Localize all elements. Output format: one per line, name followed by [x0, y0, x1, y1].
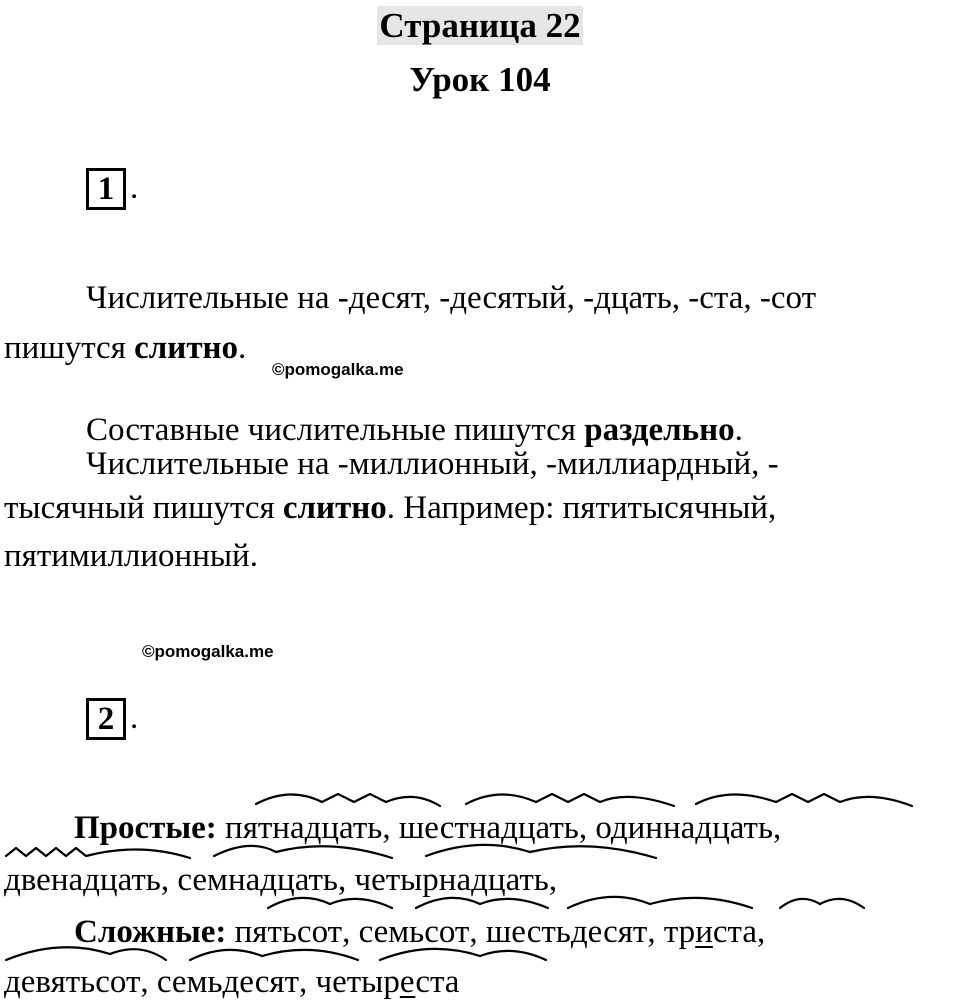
task-1-marker	[86, 168, 139, 210]
bold-term: слитно	[282, 490, 387, 526]
underlined-vowel: е	[399, 964, 416, 1000]
lesson-title: Урок 104	[409, 60, 551, 99]
simple-numerals-line-1: Простые: пятнадцать, шестнадцать, одиннадцать,	[74, 810, 782, 846]
root-arc-desyat	[650, 898, 752, 908]
watermark: ©pomogalka.me	[272, 360, 404, 379]
text: тысячный пишутся	[4, 490, 283, 526]
word-semnadtsat: семнадцать	[177, 862, 338, 898]
task-1-dot: .	[130, 170, 139, 206]
word-trista: триста	[663, 914, 757, 950]
word-chetyresta: четыреста	[315, 964, 460, 1000]
word-pyatnadtsat: пятнадцать	[225, 810, 383, 846]
root-arc-tri	[780, 899, 820, 908]
word-semdesyat: семьдесят	[156, 964, 300, 1000]
root-arc-nadtsat-2	[536, 794, 674, 806]
text: пишутся	[4, 330, 135, 366]
root-arc-nadtsat-3	[776, 794, 912, 806]
task-2-dot: .	[130, 700, 139, 736]
text: .	[238, 330, 247, 366]
root-arc-odin	[696, 794, 776, 804]
word-odinnadtsat: одиннадцать	[595, 810, 773, 846]
root-arc-shest	[466, 794, 536, 804]
rule-paragraph-3-line-1: Числительные на -миллионный, -миллиардный, -	[86, 446, 779, 482]
word-shestdesyat: шестьдесят	[485, 914, 648, 950]
word-semsot: семьсот	[358, 914, 470, 950]
root-arc-sot	[330, 899, 392, 908]
task-2-number: 2	[86, 698, 126, 740]
root-arc-shest-2	[568, 897, 650, 908]
text: .	[734, 412, 743, 448]
task-1-number: 1	[86, 168, 126, 210]
root-arc-sta-2	[480, 951, 546, 960]
text: Составные числительные пишутся	[86, 412, 585, 448]
page-title	[0, 6, 960, 46]
complex-numerals-line-2: девятьсот, семьдесят, четыреста	[4, 964, 460, 1000]
root-arc-dve	[6, 848, 190, 858]
rule-paragraph-1-line-1: Числительные на -десят, -десятый, -дцать, -ста, -сот	[86, 280, 817, 316]
rule-paragraph-3-line-2	[4, 488, 776, 528]
bold-term: раздельно	[584, 412, 735, 448]
text: . Например: пятитысячный,	[386, 490, 777, 526]
complex-label: Сложные:	[74, 914, 227, 950]
root-arc-nadtsat	[322, 794, 440, 806]
word-chetyrnadtsat: четырнадцать	[354, 862, 549, 898]
root-arc-sot-2	[480, 899, 548, 908]
task-2-marker	[86, 698, 139, 740]
rule-paragraph-3-line-3: пятимиллионный.	[4, 538, 258, 574]
root-arc-pyat	[256, 794, 322, 804]
root-arc-nadtsat-4	[276, 846, 392, 858]
watermark: ©pomogalka.me	[142, 642, 274, 661]
bold-term: слитно	[134, 330, 239, 366]
word-shestnadtsat: шестнадцать	[398, 810, 579, 846]
rule-paragraph-1-line-2	[4, 328, 246, 368]
root-arc-nadtsat-5	[530, 846, 656, 858]
simple-label: Простые:	[74, 810, 217, 846]
complex-numerals-line-1: Сложные: пятьсот, семьсот, шестьдесят, триста,	[74, 914, 766, 950]
underlined-vowel: и	[695, 914, 713, 950]
word-pyatsot: пятьсот	[234, 914, 343, 950]
simple-numerals-line-2: двенадцать, семнадцать, четырнадцать,	[4, 862, 558, 898]
word-dvenadtsat: двенадцать	[4, 862, 161, 898]
page-number-label: Страница 22	[379, 6, 581, 45]
word-devyatsot: девятьсот	[4, 964, 141, 1000]
root-arc-sta	[820, 899, 864, 908]
